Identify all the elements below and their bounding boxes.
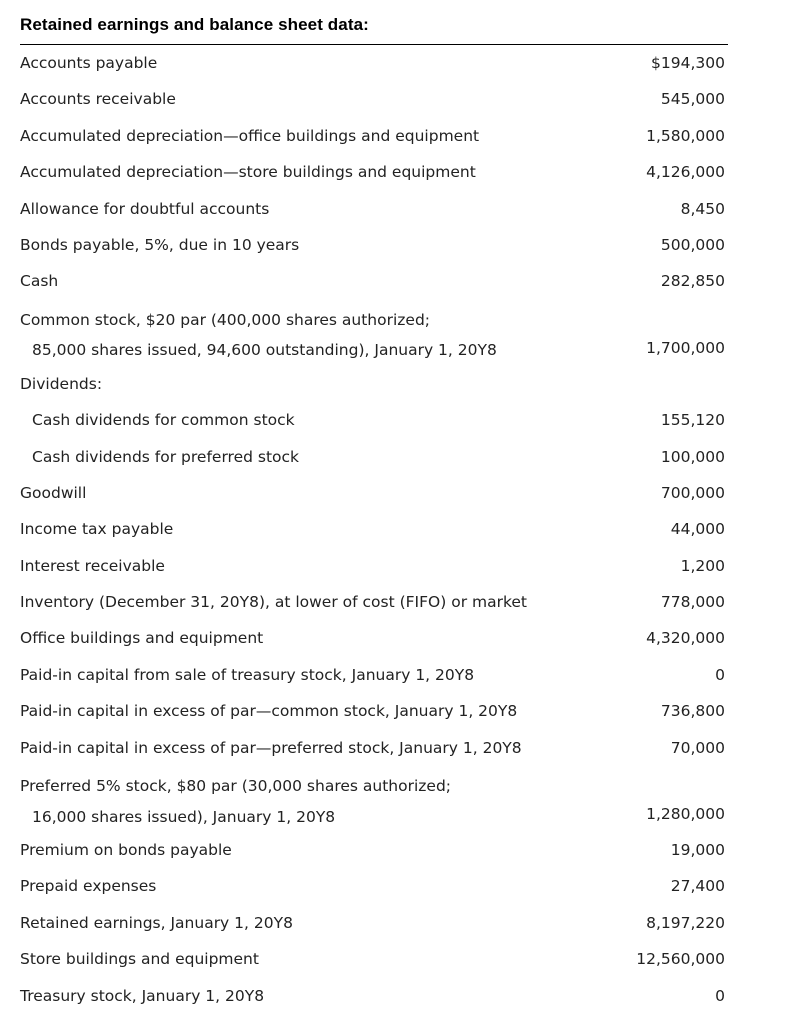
row-amount: 700,000 — [660, 483, 725, 502]
row-amount: 100,000 — [660, 447, 725, 466]
row-label-text: Paid-in capital in excess of par—preferred stock, January 1, 20Y8 — [20, 738, 522, 757]
row-label — [20, 905, 293, 941]
row-label-text: Cash dividends for preferred stock — [32, 447, 300, 466]
table-row — [20, 657, 728, 693]
row-label-text: Preferred 5% stock, $80 par (30,000 shares authorized; — [20, 777, 452, 796]
row-amount: 8,450 — [680, 199, 725, 218]
row-label — [20, 584, 527, 620]
row-amount: 736,800 — [660, 702, 725, 721]
table-row — [20, 693, 728, 729]
table-row — [20, 941, 728, 977]
row-amount: 12,560,000 — [636, 950, 725, 969]
table-rows — [20, 45, 728, 1014]
row-label — [20, 191, 269, 227]
table-row — [20, 402, 728, 438]
row-label-text: Allowance for doubtful accounts — [20, 199, 270, 218]
row-label-text: Accumulated depreciation—office buildings and equipment — [20, 126, 480, 145]
row-label-continuation: 16,000 shares issued), January 1, 20Y8 — [32, 807, 336, 826]
row-label — [20, 511, 173, 547]
row-amount: 778,000 — [660, 593, 725, 612]
row-label-text: Prepaid expenses — [20, 877, 157, 896]
row-label — [20, 693, 517, 729]
row-amount: 27,400 — [670, 877, 725, 896]
row-label-text: Premium on bonds payable — [20, 841, 232, 860]
table-row — [20, 832, 728, 868]
row-amount: 155,120 — [660, 411, 725, 430]
table-row — [20, 868, 728, 904]
row-amount: 500,000 — [660, 235, 725, 254]
row-label — [20, 45, 157, 81]
row-label — [20, 366, 102, 402]
table-row — [20, 154, 728, 190]
row-label-text: Goodwill — [20, 483, 87, 502]
row-label — [20, 227, 299, 263]
row-label-text: Accounts receivable — [20, 90, 176, 109]
row-label-text: Office buildings and equipment — [20, 629, 264, 648]
row-label — [20, 154, 476, 190]
row-label — [20, 620, 263, 656]
row-label-text: Interest receivable — [20, 556, 165, 575]
row-amount: 545,000 — [660, 90, 725, 109]
row-label — [20, 439, 299, 475]
row-label — [20, 548, 165, 584]
row-label — [20, 305, 497, 366]
row-amount: 1,700,000 — [646, 338, 725, 357]
table-row — [20, 366, 728, 402]
table-title: Retained earnings and balance sheet data: — [20, 0, 728, 45]
row-label-text: Paid-in capital in excess of par—common stock, January 1, 20Y8 — [20, 702, 518, 721]
table-row — [20, 45, 728, 81]
row-amount: 8,197,220 — [646, 913, 725, 932]
table-row — [20, 475, 728, 511]
row-amount: 282,850 — [660, 272, 725, 291]
row-amount: 0 — [715, 986, 725, 1005]
row-amount: 70,000 — [670, 738, 725, 757]
row-label — [20, 868, 156, 904]
table-row — [20, 300, 728, 366]
table-row — [20, 978, 728, 1014]
row-label-text: Bonds payable, 5%, due in 10 years — [20, 235, 300, 254]
table-row — [20, 584, 728, 620]
row-amount: 0 — [715, 665, 725, 684]
row-label-text: Dividends: — [20, 374, 103, 393]
row-amount: 4,320,000 — [646, 629, 725, 648]
table-row — [20, 81, 728, 117]
row-amount: 1,200 — [680, 556, 725, 575]
table-row — [20, 511, 728, 547]
table-row — [20, 730, 728, 766]
row-label-text: Accumulated depreciation—store buildings and equipment — [20, 163, 476, 182]
row-label-text: Common stock, $20 par (400,000 shares authorized; — [20, 310, 431, 329]
row-label-text: Paid-in capital from sale of treasury stock, January 1, 20Y8 — [20, 665, 475, 684]
row-label-text: Income tax payable — [20, 520, 174, 539]
table-row — [20, 620, 728, 656]
row-label-text: Accounts payable — [20, 53, 158, 72]
row-label-text: Inventory (December 31, 20Y8), at lower of cost (FIFO) or market — [20, 593, 528, 612]
table-row — [20, 118, 728, 154]
row-label — [20, 118, 479, 154]
row-label — [20, 475, 86, 511]
table-row — [20, 263, 728, 299]
row-amount: 1,580,000 — [646, 126, 725, 145]
table-row — [20, 548, 728, 584]
row-label — [20, 657, 474, 693]
table-row — [20, 191, 728, 227]
table-row — [20, 227, 728, 263]
row-amount: 19,000 — [670, 841, 725, 860]
row-label — [20, 263, 58, 299]
row-label-text: Retained earnings, January 1, 20Y8 — [20, 913, 293, 932]
row-label-continuation: 85,000 shares issued, 94,600 outstanding), January 1, 20Y8 — [32, 341, 497, 360]
row-label — [20, 730, 522, 766]
table-row — [20, 766, 728, 832]
row-label — [20, 402, 295, 438]
table-row — [20, 439, 728, 475]
balance-sheet-data-table — [20, 0, 728, 1014]
row-label-text: Cash dividends for common stock — [32, 411, 295, 430]
row-label — [20, 832, 232, 868]
row-label-text: Store buildings and equipment — [20, 950, 259, 969]
table-row — [20, 905, 728, 941]
row-amount: 1,280,000 — [646, 805, 725, 824]
row-label — [20, 81, 176, 117]
row-label — [20, 771, 451, 832]
row-label — [20, 978, 264, 1014]
row-label-text: Cash — [20, 272, 59, 291]
row-amount: 44,000 — [670, 520, 725, 539]
row-amount: 4,126,000 — [646, 163, 725, 182]
row-amount: $194,300 — [651, 53, 725, 72]
row-label — [20, 941, 259, 977]
row-label-text: Treasury stock, January 1, 20Y8 — [20, 986, 265, 1005]
